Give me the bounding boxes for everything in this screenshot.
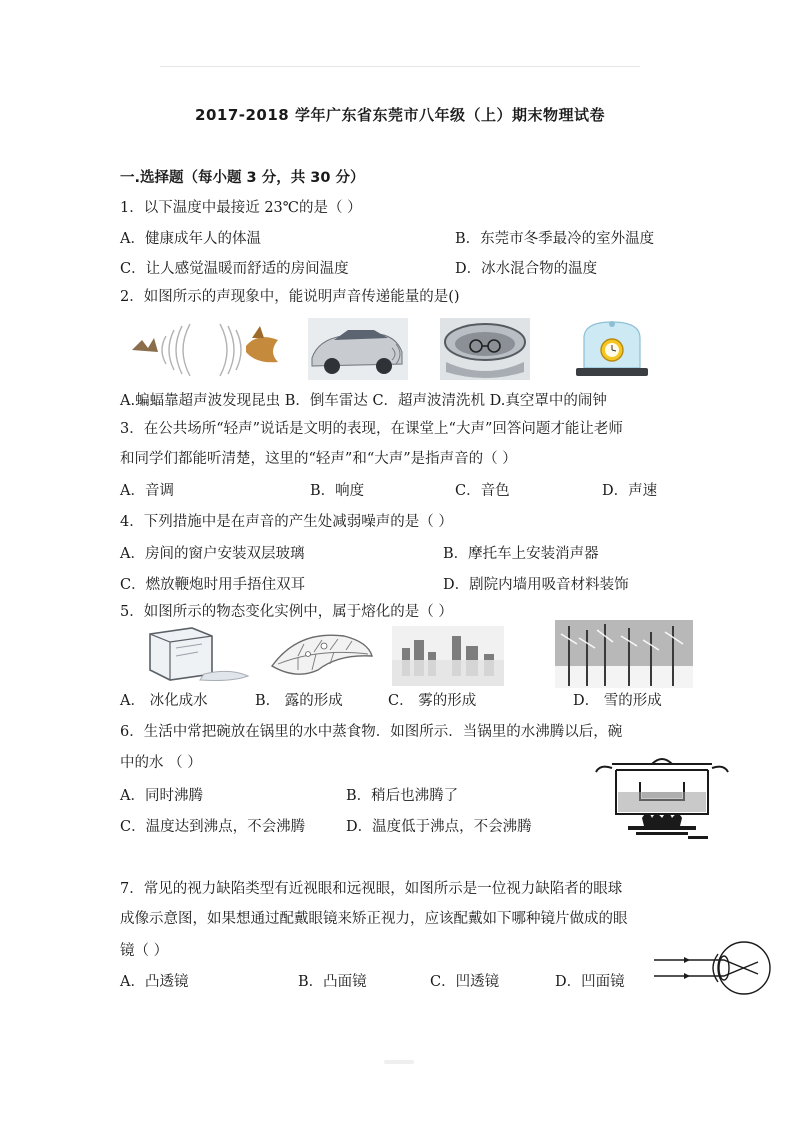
snow-forest-figure bbox=[555, 620, 693, 688]
q7-option-b: B．凸面镜 bbox=[298, 974, 367, 990]
q4-option-c: C．燃放鞭炮时用手捂住双耳 bbox=[120, 577, 306, 593]
q6-stem-line-2: 中的水 （ ） bbox=[120, 755, 202, 771]
q1-option-c: C．让人感觉温暖而舒适的房间温度 bbox=[120, 261, 349, 277]
q6-stem-line-1: 6．生活中常把碗放在锅里的水中蒸食物．如图所示．当锅里的水沸腾以后，碗 bbox=[120, 724, 623, 740]
ice-melting-figure bbox=[140, 622, 252, 684]
q3-stem-line-2: 和同学们都能听清楚，这里的“轻声”和“大声”是指声音的（ ） bbox=[120, 451, 517, 467]
dew-on-leaf-figure bbox=[268, 626, 378, 682]
q6-option-c: C．温度达到沸点，不会沸腾 bbox=[120, 819, 306, 835]
q1-option-a: A．健康成年人的体温 bbox=[120, 231, 261, 247]
steaming-pot-figure bbox=[592, 752, 732, 848]
q2-options: A.蝙蝠靠超声波发现昆虫 B．倒车雷达 C．超声波清洗机 D.真空罩中的闹钟 bbox=[120, 393, 607, 409]
q4-option-d: D．剧院内墙用吸音材料装饰 bbox=[443, 577, 629, 593]
ultrasonic-cleaner-figure bbox=[440, 318, 530, 380]
q7-stem-line-1: 7．常见的视力缺陷类型有近视眼和远视眼，如图所示是一位视力缺陷者的眼球 bbox=[120, 881, 623, 897]
eye-diagram-figure bbox=[650, 938, 780, 1000]
q5-stem: 5．如图所示的物态变化实例中，属于熔化的是（ ） bbox=[120, 604, 453, 620]
q6-option-b: B．稍后也沸腾了 bbox=[346, 788, 459, 804]
section-heading: 一.选择题（每小题 3 分，共 30 分） bbox=[120, 170, 365, 186]
q7-stem-line-2: 成像示意图，如果想通过配戴眼镜来矫正视力，应该配戴如下哪种镜片做成的眼 bbox=[120, 911, 628, 927]
q2-stem: 2．如图所示的声现象中，能说明声音传递能量的是() bbox=[120, 289, 460, 305]
q7-option-d: D．凹面镜 bbox=[555, 974, 625, 990]
footer-mark bbox=[384, 1060, 414, 1064]
q5-option-a: A． 冰化成水 bbox=[120, 693, 208, 709]
fog-city-figure bbox=[392, 626, 504, 686]
q3-option-c: C．音色 bbox=[455, 483, 510, 499]
q3-option-a: A．音调 bbox=[120, 483, 174, 499]
q4-stem: 4．下列措施中是在声音的产生处减弱噪声的是（ ） bbox=[120, 514, 453, 530]
bat-ultrasound-figure bbox=[128, 318, 283, 380]
q5-option-d: D． 雪的形成 bbox=[573, 693, 662, 709]
q5-option-c: C． 雾的形成 bbox=[388, 693, 477, 709]
q3-stem-line-1: 3．在公共场所“轻声”说话是文明的表现，在课堂上“大声”回答问题才能让老师 bbox=[120, 421, 623, 437]
q3-option-d: D．声速 bbox=[602, 483, 658, 499]
q7-option-c: C．凹透镜 bbox=[430, 974, 500, 990]
q6-option-d: D．温度低于沸点，不会沸腾 bbox=[346, 819, 532, 835]
car-reversing-radar-figure bbox=[308, 318, 408, 380]
q4-option-a: A．房间的窗户安装双层玻璃 bbox=[120, 546, 305, 562]
page-title: 2017-2018 学年广东省东莞市八年级（上）期末物理试卷 bbox=[195, 106, 605, 124]
q7-stem-line-3: 镜（ ） bbox=[120, 943, 169, 959]
q1-stem: 1．以下温度中最接近 23℃的是（ ） bbox=[120, 200, 362, 216]
q1-option-d: D．冰水混合物的温度 bbox=[455, 261, 598, 277]
q5-option-b: B． 露的形成 bbox=[255, 693, 343, 709]
q7-option-a: A．凸透镜 bbox=[120, 974, 189, 990]
q1-option-b: B．东莞市冬季最冷的室外温度 bbox=[455, 231, 655, 247]
q3-option-b: B．响度 bbox=[310, 483, 365, 499]
header-rule bbox=[160, 66, 640, 67]
vacuum-bell-jar-alarm-clock-figure bbox=[572, 318, 652, 380]
q4-option-b: B．摩托车上安装消声器 bbox=[443, 546, 599, 562]
q6-option-a: A．同时沸腾 bbox=[120, 788, 203, 804]
